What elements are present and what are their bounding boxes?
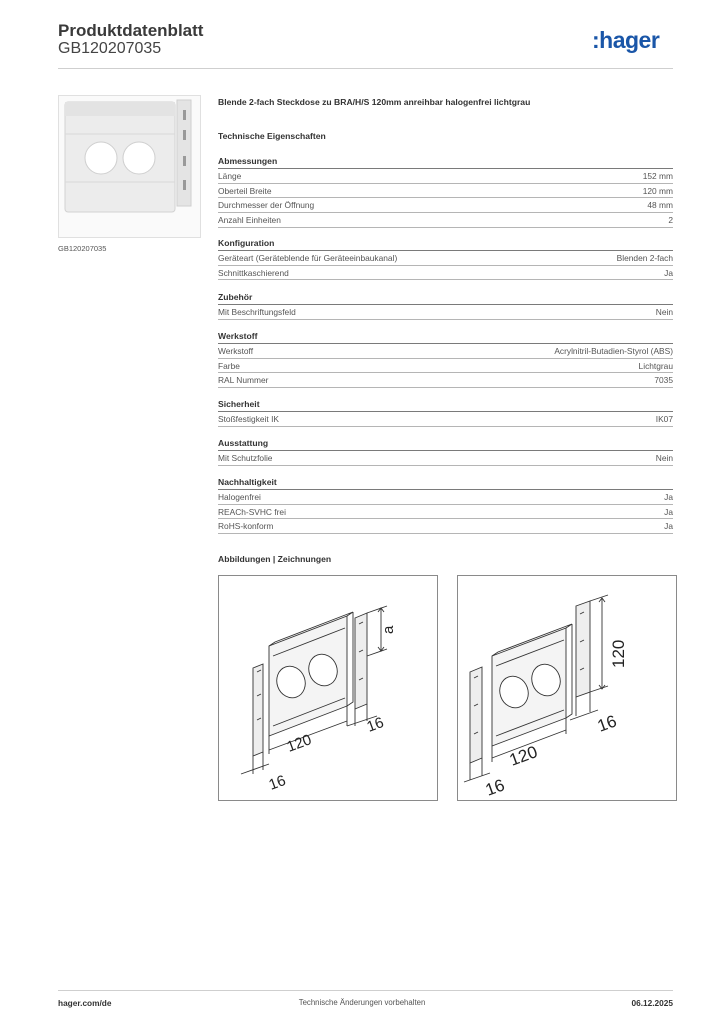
row-value: Nein xyxy=(655,453,673,463)
table-row xyxy=(218,373,673,388)
table-row xyxy=(218,266,673,281)
product-description: Blende 2-fach Steckdose zu BRA/H/S 120mm anreihbar halogenfrei lichtgrau xyxy=(218,97,531,107)
row-value: 152 mm xyxy=(642,171,673,181)
row-label: RAL Nummer xyxy=(218,375,269,386)
section-ausstattung xyxy=(218,437,673,466)
section-zubehoer xyxy=(218,291,673,320)
table-row xyxy=(218,505,673,520)
dimension-side: 16 xyxy=(594,711,620,736)
section-title: Konfiguration xyxy=(218,237,673,251)
technical-drawing-1 xyxy=(218,575,438,801)
dimension-height: 120 xyxy=(609,639,628,668)
row-label: Halogenfrei xyxy=(218,492,261,502)
table-row xyxy=(218,344,673,359)
article-number: GB120207035 xyxy=(58,40,162,57)
row-label: REACh-SVHC frei xyxy=(218,506,286,517)
dimension-depth: 16 xyxy=(482,775,508,800)
row-label: Anzahl Einheiten xyxy=(218,215,281,226)
table-row xyxy=(218,519,673,534)
section-title: Ausstattung xyxy=(218,437,673,451)
row-label: Stoßfestigkeit IK xyxy=(218,414,279,424)
row-value: 120 mm xyxy=(642,185,673,196)
table-row xyxy=(218,359,673,374)
hager-logo xyxy=(592,28,674,58)
table-row xyxy=(218,198,673,213)
table-row xyxy=(218,451,673,466)
row-value: Ja xyxy=(664,521,673,532)
section-abmessungen xyxy=(218,155,673,228)
section-nachhaltigkeit xyxy=(218,476,673,534)
row-value: Acrylnitril-Butadien-Styrol (ABS) xyxy=(554,346,673,356)
footer-website-link[interactable]: hager.com/de xyxy=(58,998,112,1008)
row-value: Ja xyxy=(664,506,673,517)
row-value: Nein xyxy=(655,307,673,317)
technical-drawing-2 xyxy=(457,575,677,801)
row-value: 48 mm xyxy=(647,200,673,211)
section-title: Abmessungen xyxy=(218,155,673,169)
section-title: Zubehör xyxy=(218,291,673,305)
row-label: Farbe xyxy=(218,360,240,371)
image-caption: GB120207035 xyxy=(58,244,107,253)
dimension-height: a xyxy=(380,625,397,634)
table-row xyxy=(218,184,673,199)
table-row xyxy=(218,305,673,320)
footer-note: Technische Änderungen vorbehalten xyxy=(298,998,426,1007)
section-sicherheit xyxy=(218,398,673,427)
dimension-width: 120 xyxy=(284,731,314,756)
row-label: Mit Schutzfolie xyxy=(218,453,273,463)
row-label: Oberteil Breite xyxy=(218,185,272,196)
brand-logo-text: :hager xyxy=(592,28,660,53)
row-label: Länge xyxy=(218,171,242,181)
row-label: Schnittkaschierend xyxy=(218,267,289,278)
header-divider xyxy=(58,68,673,69)
table-row xyxy=(218,412,673,427)
row-label: Geräteart (Geräteblende für Geräteeinbaukanal) xyxy=(218,253,398,263)
table-row xyxy=(218,213,673,228)
row-value: IK07 xyxy=(655,414,673,424)
table-row xyxy=(218,169,673,184)
dimension-side: 16 xyxy=(364,714,387,736)
row-value: Blenden 2-fach xyxy=(616,253,673,263)
row-value: 2 xyxy=(668,215,673,226)
section-title: Nachhaltigkeit xyxy=(218,476,673,490)
row-label: Werkstoff xyxy=(218,346,254,356)
footer-divider xyxy=(58,990,673,991)
dimension-width: 120 xyxy=(506,742,541,770)
row-label: Durchmesser der Öffnung xyxy=(218,200,315,211)
row-label: Mit Beschriftungsfeld xyxy=(218,307,296,317)
section-title: Sicherheit xyxy=(218,398,673,412)
dimension-depth: 16 xyxy=(266,772,289,794)
document-title: Produktdatenblatt xyxy=(58,21,204,40)
product-image xyxy=(58,95,201,238)
footer-date: 06.12.2025 xyxy=(631,998,673,1008)
section-konfiguration xyxy=(218,237,673,280)
table-row xyxy=(218,251,673,266)
drawings-heading: Abbildungen | Zeichnungen xyxy=(218,554,332,564)
row-value: Ja xyxy=(664,492,673,502)
section-title: Werkstoff xyxy=(218,330,673,344)
row-value: 7035 xyxy=(654,375,673,386)
row-label: RoHS-konform xyxy=(218,521,274,532)
properties-heading: Technische Eigenschaften xyxy=(218,131,326,141)
row-value: Lichtgrau xyxy=(638,360,673,371)
table-row xyxy=(218,490,673,505)
section-werkstoff xyxy=(218,330,673,388)
row-value: Ja xyxy=(664,267,673,278)
